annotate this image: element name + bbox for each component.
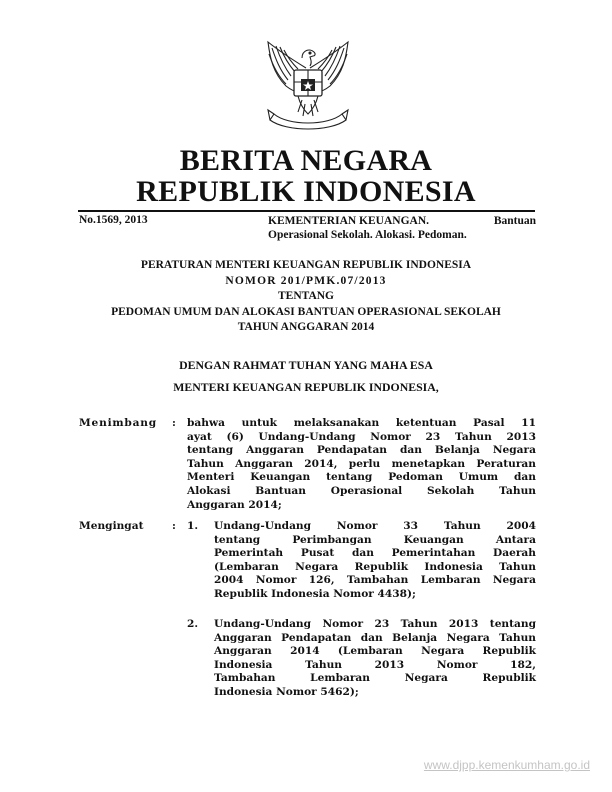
document-number: No.1569, 2013 <box>79 214 148 226</box>
body-line: Undang-Undang Nomor 23 Tahun 2013 tentang <box>214 618 536 630</box>
body-line: Alokasi Bantuan Operasional Sekolah Tahun <box>187 484 536 497</box>
title-line: TENTANG <box>277 290 335 302</box>
title-line: PERATURAN MENTERI KEUANGAN REPUBLIK INDONESIA <box>140 259 472 271</box>
body-line: Indonesia Tahun 2013 Nomor 182, <box>214 658 536 671</box>
masthead-title-line2: REPUBLIK INDONESIA <box>136 175 476 208</box>
body-line: ayat (6) Undang-Undang Nomor 23 Tahun 2013 <box>187 430 536 443</box>
regulation-title <box>0 258 612 336</box>
body-line: Republik Indonesia Nomor 4438); <box>214 587 416 600</box>
item-number: 1. <box>187 520 199 532</box>
subject-ministry: KEMENTERIAN KEUANGAN. <box>268 215 430 227</box>
header-divider <box>78 210 535 212</box>
masthead-title-line1: BERITA NEGARA <box>179 144 433 177</box>
section-label: Mengingat <box>79 520 144 532</box>
item-number: 2. <box>187 618 199 630</box>
body-line: tentang Anggaran Pendapatan dan Belanja Negara <box>187 444 536 457</box>
preamble <box>0 354 612 398</box>
body-line: 2004 Nomor 126, Tambahan Lembaran Negara <box>214 574 536 587</box>
section-colon: : <box>172 520 176 532</box>
body-line: Pemerintah Pusat dan Pemerintahan Daerah <box>214 547 536 560</box>
title-line: TAHUN ANGGARAN 2014 <box>237 321 375 333</box>
body-line: Anggaran 2014; <box>187 498 282 511</box>
section-colon: : <box>172 417 176 429</box>
preamble-line: MENTERI KEUANGAN REPUBLIK INDONESIA, <box>173 380 439 394</box>
document-subject <box>268 214 536 242</box>
preamble-line: DENGAN RAHMAT TUHAN YANG MAHA ESA <box>179 358 433 372</box>
body-line: Tambahan Lembaran Negara Republik <box>214 672 536 685</box>
section-body <box>187 417 536 512</box>
body-line: Tahun Anggaran 2014, perlu menetapkan Peraturan <box>187 457 536 470</box>
garuda-emblem-icon <box>258 38 358 138</box>
body-line: Menteri Keuangan tentang Pedoman Umum dan <box>187 471 536 484</box>
item-text <box>214 520 536 602</box>
body-line: Undang-Undang Nomor 33 Tahun 2004 <box>214 520 536 532</box>
title-line: PEDOMAN UMUM DAN ALOKASI BANTUAN OPERASIONAL SEKOLAH <box>111 305 501 318</box>
body-line: Indonesia Nomor 5462); <box>214 685 359 698</box>
subject-keyword: Bantuan <box>493 215 536 227</box>
item-text <box>214 618 536 700</box>
regulation-number: NOMOR 201/PMK.07/2013 <box>225 274 387 287</box>
subject-keywords: Operasional Sekolah. Alokasi. Pedoman. <box>268 229 467 241</box>
body-line: tentang Perimbangan Keuangan Antara <box>214 533 536 546</box>
body-line: (Lembaran Negara Republik Indonesia Tahun <box>214 560 536 573</box>
body-line: Anggaran 2014 (Lembaran Negara Republik <box>214 645 536 658</box>
body-line: bahwa untuk melaksanakan ketentuan Pasal 11 <box>187 417 536 429</box>
body-line: Anggaran Pendapatan dan Belanja Negara Tahun <box>214 631 536 644</box>
section-label: Menimbang <box>79 417 157 429</box>
watermark-link[interactable]: www.djpp.kemenkumham.go.id <box>423 758 590 772</box>
